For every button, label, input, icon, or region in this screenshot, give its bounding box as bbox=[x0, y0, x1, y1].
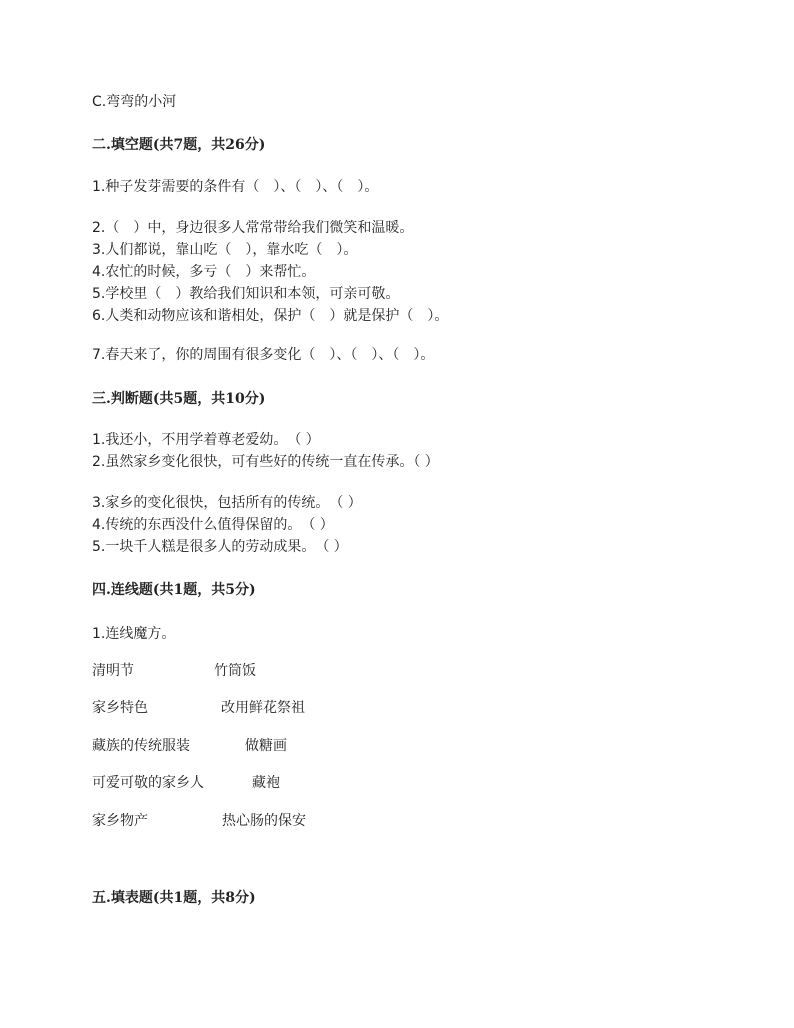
section-heading-matching: 四.连线题(共1题，共5分) bbox=[92, 582, 256, 598]
fill-question-1: 1.种子发芽需要的条件有（ ）、（ ）、（ ）。 bbox=[92, 179, 379, 195]
match-right-5: 热心肠的保安 bbox=[222, 813, 306, 829]
section-heading-fill-in: 二.填空题(共7题，共26分) bbox=[92, 137, 266, 153]
match-left-5: 家乡物产 bbox=[92, 813, 148, 829]
fill-question-5: 5.学校里（ ）教给我们知识和本领，可亲可敬。 bbox=[92, 286, 400, 302]
section-heading-table: 五.填表题(共1题，共8分) bbox=[92, 890, 256, 906]
judge-question-5: 5.一块千人糕是很多人的劳动成果。 （ ） bbox=[92, 539, 348, 555]
judge-question-4: 4.传统的东西没什么值得保留的。 （ ） bbox=[92, 517, 334, 533]
match-right-2: 改用鲜花祭祖 bbox=[221, 700, 305, 716]
fill-question-6: 6.人类和动物应该和谐相处，保护（ ）就是保护（ ）。 bbox=[92, 308, 449, 324]
judge-question-2: 2.虽然家乡变化很快，可有些好的传统一直在传承。（ ） bbox=[92, 454, 439, 470]
fill-question-7: 7.春天来了，你的周围有很多变化（ ）、（ ）、（ ）。 bbox=[92, 347, 435, 363]
match-right-1: 竹筒饭 bbox=[214, 663, 256, 679]
match-right-3: 做糖画 bbox=[245, 738, 287, 754]
match-left-3: 藏族的传统服装 bbox=[92, 738, 190, 754]
match-left-2: 家乡特色 bbox=[92, 700, 148, 716]
judge-question-1: 1.我还小，不用学着尊老爱幼。 （ ） bbox=[92, 432, 320, 448]
match-left-1: 清明节 bbox=[92, 663, 134, 679]
fill-question-2: 2.（ ）中，身边很多人常常带给我们微笑和温暖。 bbox=[92, 220, 414, 236]
match-right-4: 藏袍 bbox=[252, 775, 280, 791]
matching-question: 1.连线魔方。 bbox=[92, 626, 176, 642]
section-heading-true-false: 三.判断题(共5题，共10分) bbox=[92, 391, 266, 407]
judge-question-3: 3.家乡的变化很快，包括所有的传统。 （ ） bbox=[92, 495, 362, 511]
match-left-4: 可爱可敬的家乡人 bbox=[92, 775, 204, 791]
fill-question-4: 4.农忙的时候，多亏（ ）来帮忙。 bbox=[92, 264, 316, 280]
previous-option: C.弯弯的小河 bbox=[92, 94, 177, 110]
fill-question-3: 3.人们都说，靠山吃（ ），靠水吃（ ）。 bbox=[92, 242, 358, 258]
